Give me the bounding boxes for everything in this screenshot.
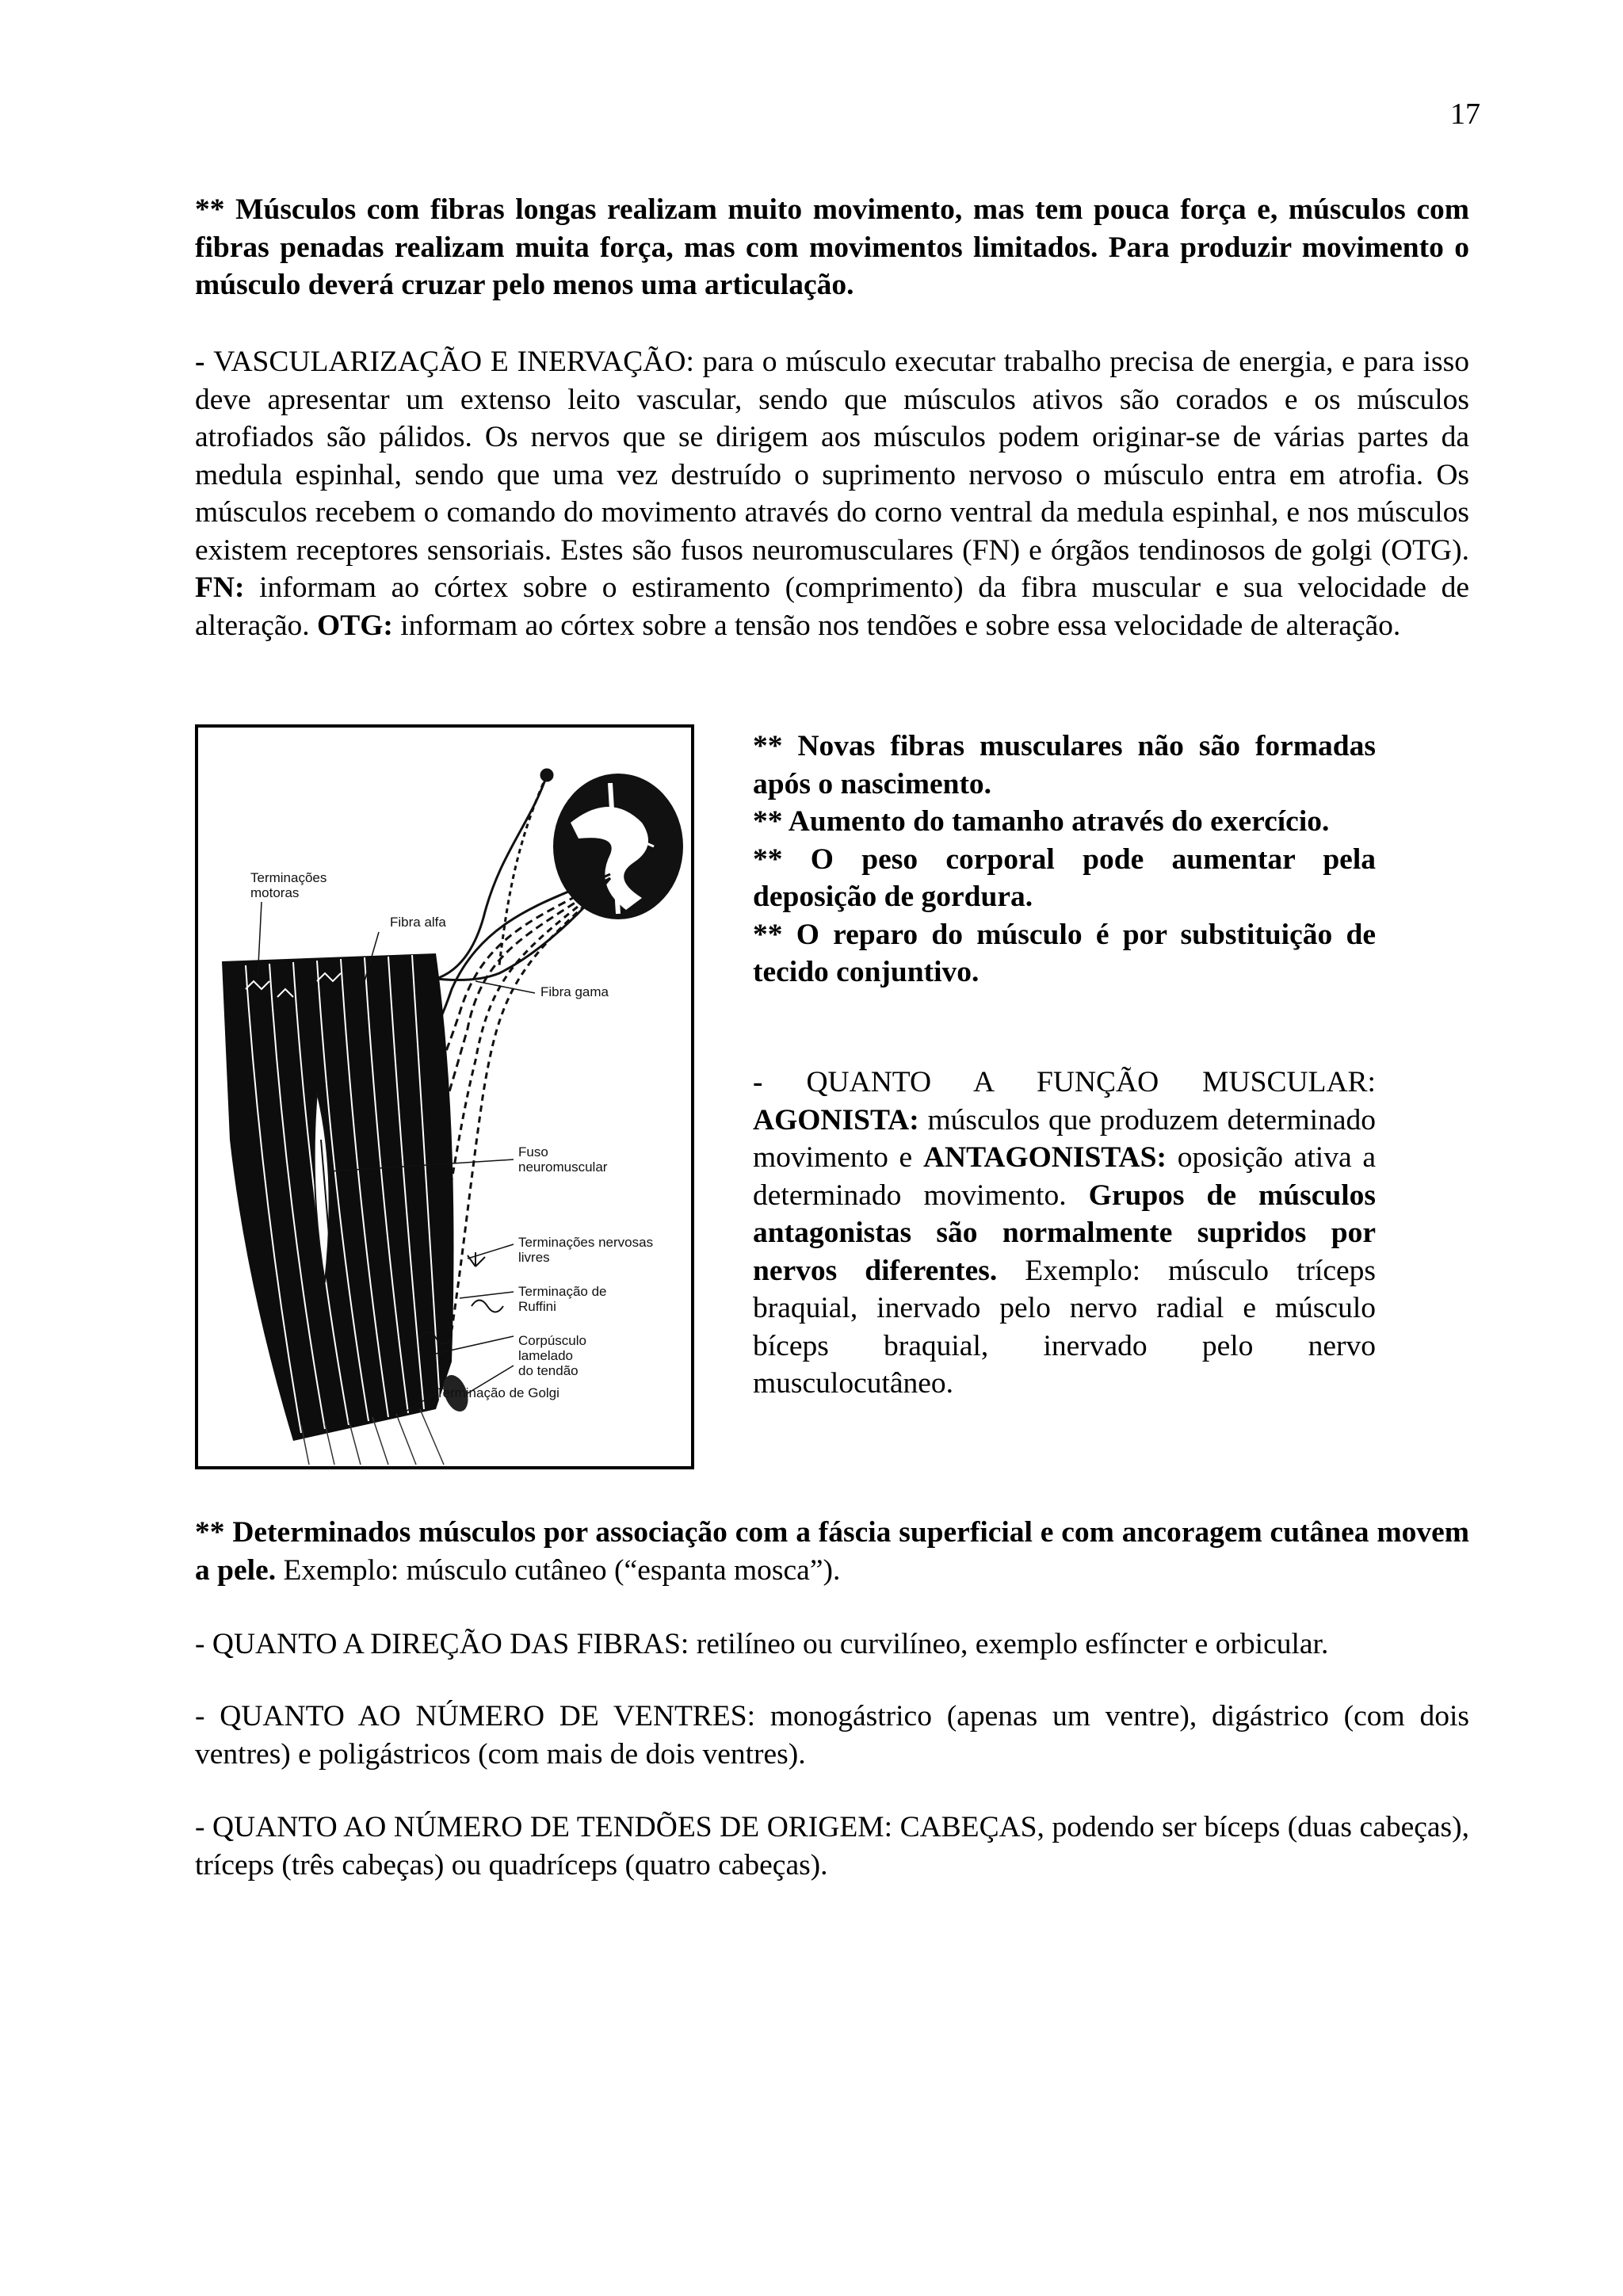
text: músculos que produzem determinado movimento e — [753, 1103, 1376, 1174]
label-tendon-corpuscle: Corpúsculo lamelado do tendão — [518, 1333, 586, 1378]
note-item: ** Aumento do tamanho através do exercício. — [753, 805, 1330, 838]
paragraph-number-of-bellies: - QUANTO AO NÚMERO DE VENTRES: monogástrico (apenas um ventre), digástrico (com dois ventres) e poligástricos (com mais de dois ventres). — [195, 1700, 1469, 1771]
fn-label: FN: — [195, 571, 245, 604]
text: Exemplo: músculo tríceps braquial, inervado pelo nervo radial e músculo bíceps braquial, inervado pelo nervo musculocutâneo. — [753, 1254, 1376, 1400]
agonista-label: AGONISTA: — [753, 1103, 919, 1137]
note-item: ** Novas fibras musculares não são formadas após o nascimento. — [753, 730, 1376, 800]
paragraph-origin-tendons: - QUANTO AO NÚMERO DE TENDÕES DE ORIGEM: CABEÇAS, podendo ser bíceps (duas cabeças), tríceps (três cabeças) ou quadríceps (quatro cabeças). — [195, 1811, 1469, 1881]
note-item: ** O peso corporal pode aumentar pela deposição de gordura. — [753, 842, 1376, 913]
antagonista-label: ANTAGONISTAS: — [922, 1141, 1167, 1174]
note-item: ** O reparo do músculo é por substituição de tecido conjuntivo. — [753, 918, 1376, 988]
muscle-innervation-illustration — [198, 728, 691, 1466]
bullet-dash: - — [195, 346, 214, 378]
section-title: QUANTO A FUNÇÃO MUSCULAR: — [806, 1066, 1376, 1098]
bold-text: ** Músculos com fibras longas realizam muito movimento, mas tem pouca força e, músculos com fibras penadas realizam muita força, mas com movimentos limitados. Para produzir movimento o músculo deverá cruzar pelo menos uma articulação. — [195, 193, 1469, 301]
label-gamma-fiber: Fibra gama — [540, 984, 609, 999]
text: VASCULARIZAÇÃO E INERVAÇÃO: para o músculo executar trabalho precisa de energia, e para isso deve apresentar um extenso leito vascular, sendo que músculos ativos são corados e os músculos atrofiados são pálidos. Os nervos que se dirigem aos músculos podem originar-se de várias partes da medula espinhal, sendo que uma vez destruído o suprimento nervoso o músculo entra em atrofia. Os músculos recebem o comando do movimento através do corno ventral da medula espinhal, e nos músculos existem receptores sensoriais. Estes são fusos neuromusculares (FN) e órgãos tendinosos de golgi (OTG). — [195, 346, 1469, 567]
muscle-fibers-block — [222, 953, 472, 1465]
label-alpha-fiber: Fibra alfa — [390, 915, 446, 930]
label-ruffini-ending: Terminação de Ruffini — [518, 1284, 607, 1314]
label-motor-endings: Terminações motoras — [250, 870, 327, 900]
label-neuromuscular-spindle: Fuso neuromuscular — [518, 1144, 608, 1175]
text: informam ao córtex sobre a tensão nos tendões e sobre essa velocidade de alteração. — [392, 609, 1401, 642]
text: oposição ativa a determinado movimento. — [753, 1141, 1376, 1212]
muscle-innervation-figure — [195, 724, 694, 1469]
paragraph-fiber-direction: - QUANTO A DIREÇÃO DAS FIBRAS: retilíneo ou curvilíneo, exemplo esfíncter e orbicular. — [195, 1628, 1329, 1660]
bold-text: ** Determinados músculos por associação com a fáscia superficial e com ancoragem cutânea movem a pele. — [195, 1516, 1469, 1587]
paragraph-skin-muscles — [195, 1514, 1469, 1589]
paragraph-vascularization — [195, 343, 1469, 644]
paragraph-muscle-function — [753, 1064, 1376, 1403]
bold-text: Grupos de músculos antagonistas são normalmente supridos por nervos diferentes. — [753, 1179, 1376, 1287]
bullet-dash: - — [753, 1066, 807, 1098]
page-number: 17 — [1450, 97, 1480, 131]
label-golgi-ending: Terminação de Golgi — [436, 1385, 559, 1400]
label-free-nerve-endings: Terminações nervosas livres — [518, 1235, 654, 1265]
side-notes — [753, 728, 1376, 991]
otg-label: OTG: — [317, 609, 393, 642]
paragraph-fiber-types — [195, 191, 1469, 304]
text: informam ao córtex sobre o estiramento (comprimento) da fibra muscular e sua velocidade de alteração. — [195, 571, 1469, 642]
text: Exemplo: músculo cutâneo (“espanta mosca”). — [276, 1553, 841, 1587]
